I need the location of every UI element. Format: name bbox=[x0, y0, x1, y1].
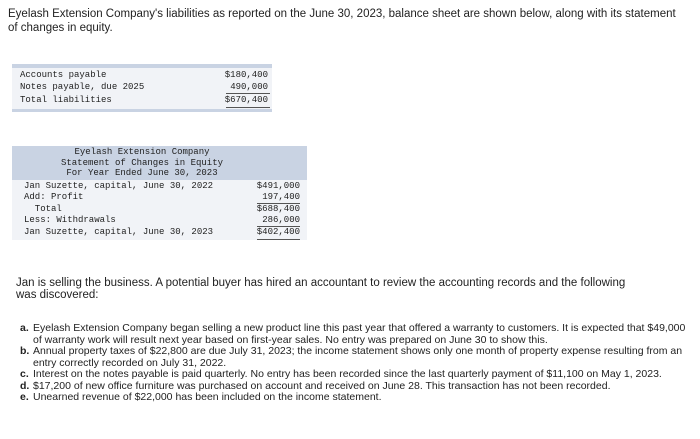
row-value: $402,400 bbox=[256, 227, 300, 237]
table-row bbox=[24, 227, 304, 239]
scenario-paragraph: Jan is selling the business. A potential buyer has hired an accountant to review the accounting records and the following was discovered: bbox=[16, 277, 626, 301]
statement-title bbox=[12, 146, 272, 179]
list-item bbox=[16, 346, 696, 369]
row-label: Jan Suzette, capital, June 30, 2023 bbox=[24, 227, 214, 237]
row-label: Add: Profit bbox=[24, 192, 84, 202]
subtotal-underline bbox=[226, 93, 270, 94]
item-letter: c. bbox=[20, 368, 29, 380]
item-letter: d. bbox=[20, 379, 30, 392]
item-text: Interest on the notes payable is paid quarterly. No entry has been recorded since the last quarterly payment of $11,100 on May 1, 2023. bbox=[33, 368, 662, 380]
item-letter: a. bbox=[20, 322, 29, 334]
intro-text: Eyelash Extension Company's liabilities as reported on the June 30, 2023, balance sheet are shown below, along with its statement of changes in equity. bbox=[8, 8, 676, 34]
statement-header bbox=[12, 146, 307, 180]
row-value: $180,400 bbox=[224, 70, 268, 80]
table-row bbox=[20, 70, 270, 82]
row-value: $688,400 bbox=[256, 204, 300, 214]
findings-list bbox=[16, 323, 696, 404]
row-label: Notes payable, due 2025 bbox=[20, 82, 145, 92]
row-label: Total bbox=[24, 204, 62, 214]
row-value: 490,000 bbox=[230, 82, 268, 92]
row-value: 286,000 bbox=[262, 215, 300, 225]
item-text: $17,200 of new office furniture was purchased on account and received on June 28. This transaction has not been recorded. bbox=[33, 379, 611, 392]
item-text: Eyelash Extension Company began selling a new product line this past year that offered a warranty to customers. It is expected that $49,000 of warranty work will result next year based on first-year sales. No entry was prepared on June 30 to show this. bbox=[33, 322, 686, 346]
liabilities-table bbox=[12, 64, 272, 112]
row-label: Less: Withdrawals bbox=[24, 215, 116, 225]
item-text: Unearned revenue of $22,000 has been included on the income statement. bbox=[33, 391, 382, 403]
item-text: Annual property taxes of $22,800 are due July 31, 2023; the income statement shows only one month of property expense resulting from an entry correctly recorded on July 31, 2022. bbox=[33, 345, 683, 369]
row-value: $670,400 bbox=[224, 95, 268, 105]
row-label: Jan Suzette, capital, June 30, 2022 bbox=[24, 181, 214, 191]
list-item bbox=[16, 323, 696, 346]
statement-period: For Year Ended June 30, 2023 bbox=[66, 168, 218, 178]
item-letter: e. bbox=[20, 391, 29, 403]
company-name: Eyelash Extension Company bbox=[74, 147, 210, 157]
row-value: $491,000 bbox=[256, 181, 300, 191]
row-label: Total liabilities bbox=[20, 95, 112, 105]
total-double-underline bbox=[257, 239, 300, 240]
item-letter: b. bbox=[20, 345, 30, 357]
row-label: Accounts payable bbox=[20, 70, 107, 80]
row-value: 197,400 bbox=[262, 192, 300, 202]
statement-name: Statement of Changes in Equity bbox=[60, 157, 224, 168]
total-double-underline bbox=[226, 107, 270, 108]
table-header-bar bbox=[12, 64, 272, 68]
table-row bbox=[20, 95, 270, 107]
equity-statement bbox=[12, 146, 307, 240]
table-bottom-bar bbox=[12, 109, 272, 112]
list-item bbox=[16, 392, 696, 404]
